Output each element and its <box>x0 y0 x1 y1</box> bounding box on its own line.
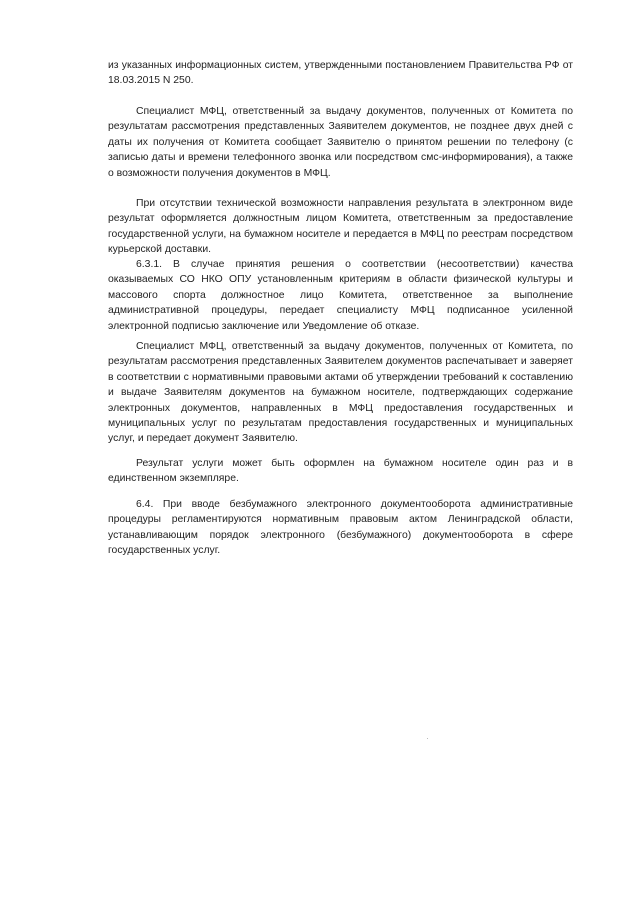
paragraph-continuation: из указанных информационных систем, утвержденными постановлением Правительства РФ от 18.03.2015 N 250. <box>108 60 573 87</box>
paragraph-paper-result: При отсутствии технической возможности направления результата в электронном виде результат оформляется должностным лицом Комитета, ответственным за предоставление государственной услуги, на бумажном носителе и передается в МФЦ по реестрам посредством курьерской доставки. <box>108 198 573 256</box>
paragraph-6-3-1: 6.3.1. В случае принятия решения о соответствии (несоответствии) качества оказываемых СО НКО ОПУ установленным критериям в области физической культуры и массового спорта должностное лицо Комитета, ответственное за выполнение административной процедуры, передает специалисту МФЦ подписанное усиленной электронной подписью заключение или Уведомление об отказе. <box>108 259 573 332</box>
paragraph-mfc-certification: Специалист МФЦ, ответственный за выдачу документов, полученных от Комитета, по результатам рассмотрения представленных Заявителем документов распечатывает и заверяет в соответствии с нормативными правовыми актами об утверждении требований к составлению и выдаче Заявителям документов на бумажном носителе, подтверждающих содержание электронных документов, направленных в МФЦ предоставления государственных и муниципальных услуг по результатам предоставления государственных и муниципальных услуг, и передает документ Заявителю. <box>108 341 573 445</box>
paragraph-single-copy: Результат услуги может быть оформлен на бумажном носителе один раз и в единственном экземпляре. <box>108 458 573 485</box>
paragraph-mfc-notification: Специалист МФЦ, ответственный за выдачу документов, полученных от Комитета по результатам рассмотрения представленных Заявителем документов, не позднее двух дней с даты их получения от Комитета сообщает Заявителю о принятом решении по телефону (с записью даты и времени телефонного звонка или посредством смс-информирования), а также о возможности получения документов в МФЦ. <box>108 106 573 179</box>
paragraph-6-4: 6.4. При вводе безбумажного электронного документооборота административные процедуры регламентируются нормативным правовым актом Ленинградской области, устанавливающим порядок электронного (безбумажного) документооборота в сфере государственных услуг. <box>108 499 573 557</box>
scan-speck <box>427 738 428 739</box>
